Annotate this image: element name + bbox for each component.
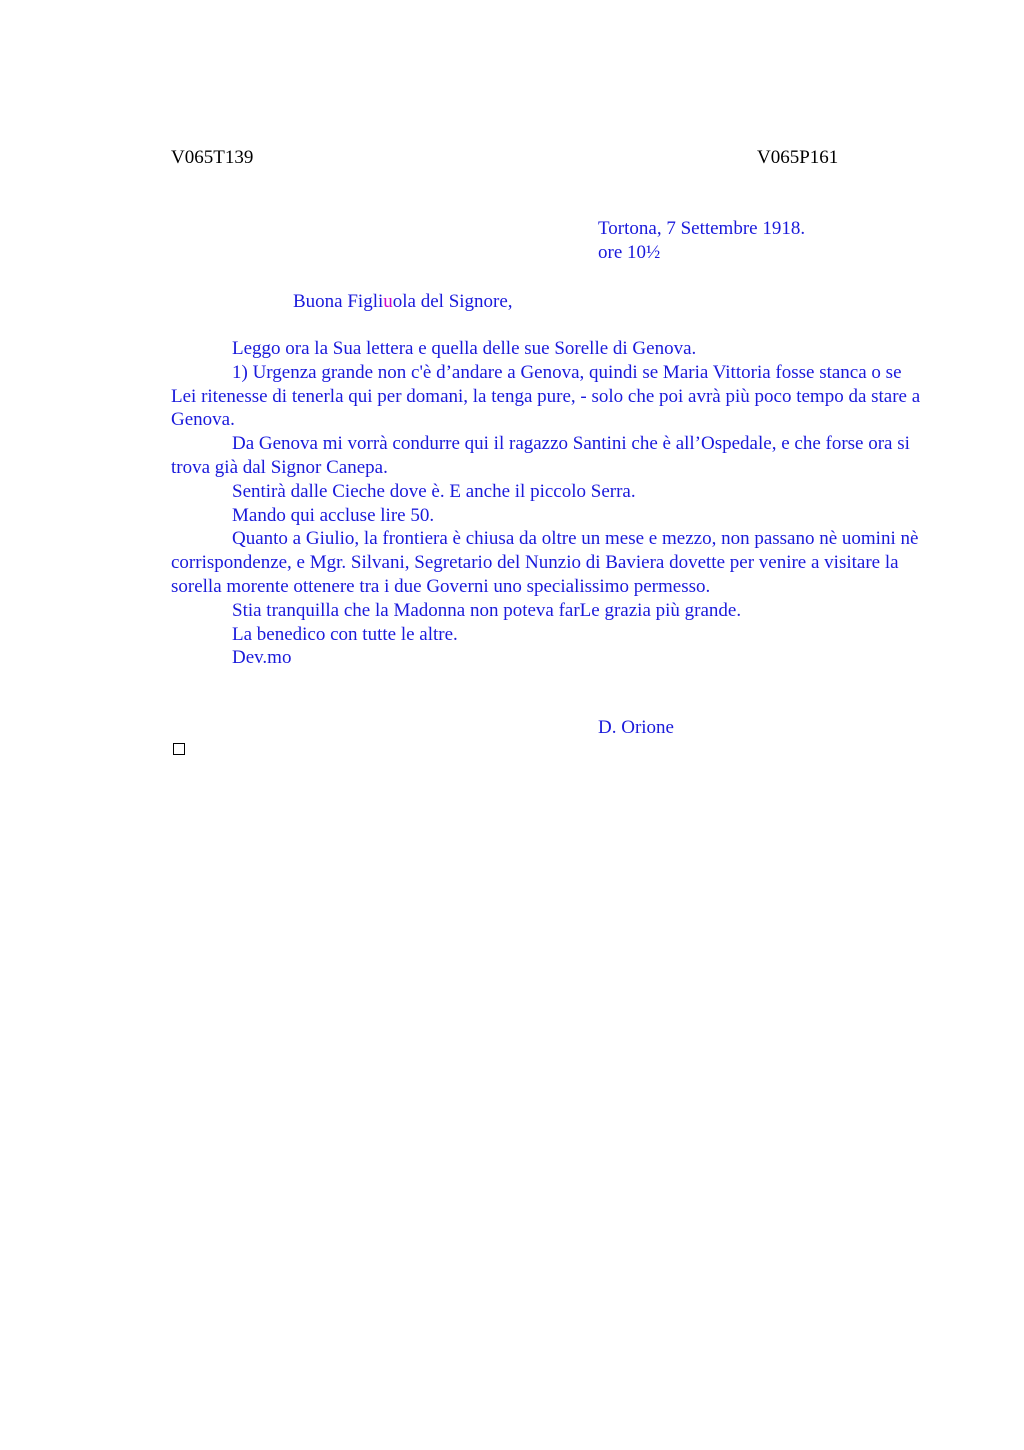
date-line: Tortona, 7 Settembre 1918. bbox=[598, 218, 806, 239]
salutation bbox=[293, 290, 513, 314]
salutation-part2: ola del Signore, bbox=[392, 291, 513, 312]
document-code-right: V065P161 bbox=[757, 147, 839, 168]
paragraph: Quanto a Giulio, la frontiera è chiusa da oltre un mese e mezzo, non passano nè uomini nè corrispondenze, e Mgr. Silvani, Segretario del Nunzio di Baviera dovette per venire a visitare la sorella morente ottenere tra i due Governi uno specialissimo permesso. bbox=[171, 528, 919, 597]
paragraph: Leggo ora la Sua lettera e quella delle sue Sorelle di Genova. bbox=[232, 338, 697, 359]
document-code-left: V065T139 bbox=[171, 147, 254, 168]
paragraph: Mando qui accluse lire 50. bbox=[232, 504, 435, 526]
salutation-highlight: u bbox=[383, 291, 393, 312]
time-line: ore 10½ bbox=[598, 242, 661, 263]
signature: D. Orione bbox=[598, 717, 674, 738]
paragraph: Sentirà dalle Cieche dove è. E anche il piccolo Serra. bbox=[232, 480, 636, 502]
paragraph: 1) Urgenza grande non c'è d’andare a Genova, quindi se Maria Vittoria fosse stanca o se Lei ritenesse di tenerla qui per domani, la tenga pure, - solo che poi avrà più poco tempo da stare a Genova. bbox=[171, 361, 921, 431]
letter-body bbox=[171, 337, 931, 670]
paragraph: Stia tranquilla che la Madonna non poteva farLe grazia più grande. bbox=[232, 599, 742, 621]
paragraph: Da Genova mi vorrà condurre qui il ragazzo Santini che è all’Ospedale, e che forse ora si trova già dal Signor Canepa. bbox=[171, 433, 910, 478]
salutation-part1: Buona Figli bbox=[293, 291, 384, 312]
end-marker-box bbox=[173, 743, 185, 755]
paragraph: La benedico con tutte le altre. bbox=[232, 623, 458, 645]
date-block bbox=[598, 217, 805, 265]
paragraph: Dev.mo bbox=[232, 647, 292, 669]
